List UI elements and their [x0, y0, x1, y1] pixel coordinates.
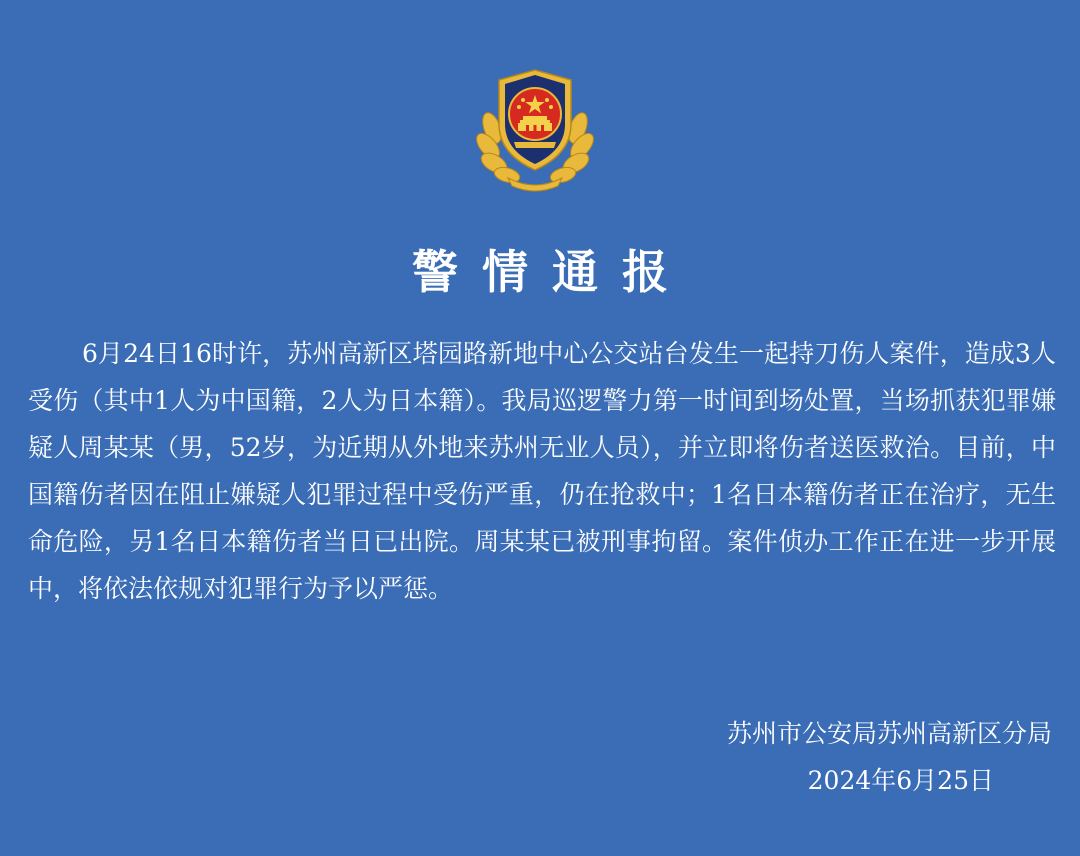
police-emblem-icon: [474, 66, 596, 192]
notice-title: 警情通报: [412, 245, 692, 299]
issuer-name: 苏州市公安局苏州高新区分局: [726, 719, 1052, 748]
issue-date: 2024年6月25日: [807, 766, 994, 795]
signature-block: [727, 710, 1052, 804]
notice-body: 6月24日16时许，苏州高新区塔园路新地中心公交站台发生一起持刀伤人案件，造成3人受伤（其中1人为中国籍，2人为日本籍）。我局巡逻警力第一时间到场处置，当场抓获犯罪嫌疑人周某某（男，52岁，为近期从外地来苏州无业人员），并立即将伤者送医救治。目前，中国籍伤者因在阻止嫌疑人犯罪过程中受伤严重，仍在抢救中；1名日本籍伤者正在治疗，无生命危险，另1名日本籍伤者当日已出院。周某某已被刑事拘留。案件侦办工作正在进一步开展中，将依法依规对犯罪行为予以严惩。: [28, 339, 1056, 603]
